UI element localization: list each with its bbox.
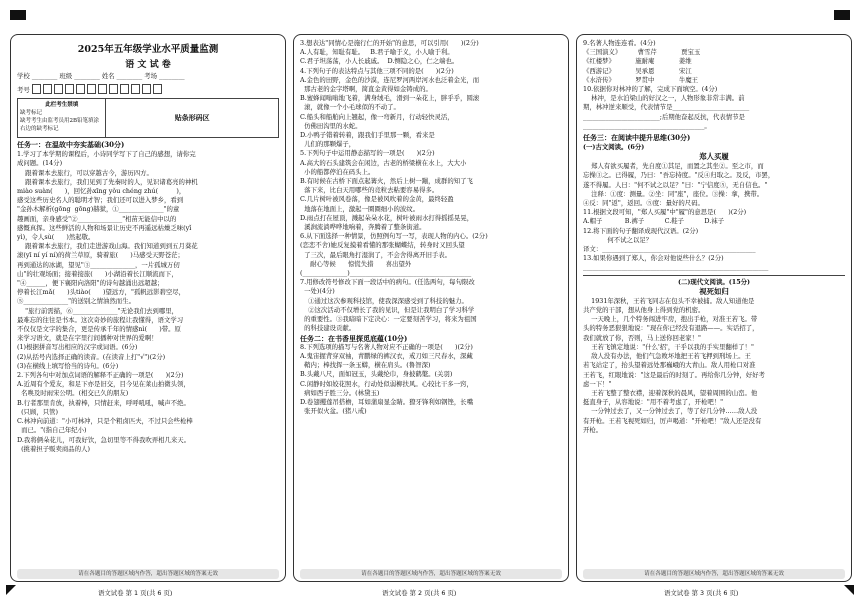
text-line: 山"的壮观场面；接着接旅( )小湖沿着长江顺流而下， xyxy=(17,269,178,278)
text-line: 张开似火盆。(猪八戒) xyxy=(300,407,367,416)
classic-passage-title: 郑人买履 xyxy=(699,152,729,162)
text-line: ________________________;后期他奋起反抗，代表情节是 xyxy=(583,112,745,121)
text-line: 王若飞整了整衣襟，迎着深秋的晨风，望着周围的山峦。他 xyxy=(583,388,758,397)
text-line: D.小鸭子错着转着，跟我们手里那一颗，看来是 xyxy=(300,131,435,140)
page-column-2 xyxy=(293,34,569,582)
text-line: __________________________________________________________ xyxy=(583,263,769,272)
corner-triangle-bottom-right xyxy=(844,585,854,595)
text-line: A.鬼宙握背穿双袖，青鹏绿的裤汉衣，戒刀如三尺春水，深藏 xyxy=(300,351,473,360)
student-info-fields[interactable]: 学校 ________ 班级 ________ 姓名 ________ 考场 ________ xyxy=(17,72,185,80)
exam-subtitle: 语 文 试 卷 xyxy=(125,60,171,70)
text-line: 12.将下面的句子翻译成现代汉语。(2分) xyxy=(583,226,699,235)
text-line: 王若飞，红眼地说："这是最后的时刻了。再给你几分钟，好好考 xyxy=(583,370,765,379)
col3-questions xyxy=(583,39,845,131)
text-line: "旅行前需描，⑥______________"无论我们去到哪里， xyxy=(17,306,178,315)
barcode-area: 贴条形码区 xyxy=(174,113,210,123)
registration-mark-top-right xyxy=(834,10,850,20)
text-line: 5.下列句子中运用静态描写的一项是( )(2分) xyxy=(300,149,435,158)
text-line: B.行者那里肯放，执着棒，只情赶来，呼呼吼吼，喊声不绝。 xyxy=(17,398,190,407)
text-line: miào suàn( )，回忆孙xīng yǒu chéng zhú( )， xyxy=(17,187,186,196)
text-line: C.闲静时如姣花照水，行动处似弱柳扶风。心较比干多一窍， xyxy=(300,379,473,388)
text-line: 耐心等候 惊慌失措 喜出望外 xyxy=(300,259,412,268)
text-line: C.几片树叶被风卷落，像是被风吹着的金黄，最终轻盈 xyxy=(300,195,454,204)
text-line: 溪涧流淌哗哗地响着，奔腾着了整条街道。 xyxy=(300,223,426,232)
text-line: 10.依据你对林冲的了解，完成下面填空。(4分) xyxy=(583,85,718,94)
text-line: 忘操③之。已得履，乃曰："吾忘持度。"反④归取之。及反，市罢， xyxy=(583,171,775,180)
text-line: 小的船都停泊在码头上。 xyxy=(300,167,375,176)
text-line: 挺直身子，从容地说："用不着考虑了，开枪吧！" xyxy=(583,398,724,407)
exam-number-row[interactable] xyxy=(17,84,279,94)
text-line: D.卷翅攫莲吊搭檐，耳如蒲扇显金睛。獠牙锋利如钢锉，长嘴 xyxy=(300,397,474,406)
text-line: (恋恋不舍)她反复摸着看懂的那张蝴蝶结，转身时又回头望 xyxy=(300,241,465,250)
exam-title: 2025年五年级学业水平质量监测 xyxy=(77,44,219,55)
text-line: 的科技建设贡献。 xyxy=(300,324,356,333)
footer-page-2: 语文试卷 第 2 页(共 6 页) xyxy=(382,589,457,597)
text-line: (挑着担子贩卖商品的人) xyxy=(17,444,90,453)
text-line: 《水浒传》 罗贯中 牛魔王 xyxy=(583,75,698,84)
text-line: 再到通达的冰湖，望见"③______________，一片孤城万仞 xyxy=(17,260,180,269)
text-line: (2)从括号内选择正确的读音。(在读音上打"√")(2分) xyxy=(17,352,166,361)
text-line: ④反：同"返"，返回。⑤度：量好的尺码。 xyxy=(583,199,704,208)
text-line: 8.下列选项的描写与名著人物对应不正确的一项是( )(2分) xyxy=(300,342,473,351)
text-line: ______________________________________。 xyxy=(583,121,711,130)
text-line: 任务二：在书香里探觅底蕴(10分) xyxy=(300,333,408,343)
text-line: 林冲，是水泊梁山的好汉之一，人物形象非常丰满。前 xyxy=(583,94,745,103)
text-line: B.头戴八尺，面如冠玉，头戴纶巾，身披鹤氅。(关羽) xyxy=(300,370,453,379)
page-column-3 xyxy=(576,34,852,582)
corner-triangle-bottom-left xyxy=(6,585,16,595)
text-line: 落下来，比白天用哪些的竞粒去粘要容易得多。 xyxy=(300,186,439,195)
registration-mark-top-left xyxy=(10,10,26,20)
text-line: 滚，就像一个小毛球似的不动了。 xyxy=(300,103,400,112)
text-line: D.我将俩朵花儿，可我好饮，急切里等不得我吹弄相几来天。 xyxy=(17,435,191,444)
notice-title: 此栏考生禁填 xyxy=(45,102,79,109)
text-line: 注释：①度：测量。②坐：同"座"，座位。③操：拿，携带。 xyxy=(583,189,764,198)
text-line: 《红楼梦》 施耐庵 姜维 xyxy=(583,57,692,66)
text-line: 3.想表达"同情心是施行仁的开始"的意思，可以引用( )(2分) xyxy=(300,39,479,47)
task3-title: 任务三：在阅读中提升思维(30分) xyxy=(583,133,691,143)
text-line: 王若飞镇定地说："什么'招'，干乎以我的手实里翻样了！" xyxy=(583,342,754,351)
text-line: ⑤______________"的送别之情油然而生。 xyxy=(17,297,135,306)
answer-warning-3: 请在各题目的答题区域内作答，超出答题区域的答案无效 xyxy=(583,569,845,579)
text-line: 儿们的那颗爆子， xyxy=(300,140,356,149)
notice-box xyxy=(17,98,279,138)
text-line: (1)根据拼音写出相应的汉字或词语。(6分) xyxy=(17,343,138,352)
text-line: (______________)______________________________________ xyxy=(300,269,472,278)
text-line: 不仅仅是文字的集合，更是传承千年的情感nì( )带。原 xyxy=(17,325,181,334)
text-line: 仿佛田沟里的水蛇。 xyxy=(300,121,362,130)
text-line: 译文：________________________________________________ xyxy=(583,245,756,254)
text-line: 虑一下！" xyxy=(583,379,612,388)
text-line: 《三国演义》 曹雪芹 贾宝玉 xyxy=(583,48,701,57)
text-line: 11.根据文段可知，"郑人买履"中"履"的意思是( )(2分) xyxy=(583,208,747,217)
modern-section-title: (二)现代文阅读。(15分) xyxy=(677,277,751,286)
modern-passage xyxy=(583,297,845,435)
text-line: 地落在地面上，激起一圈圈细小的波纹。 xyxy=(300,204,420,213)
text-line: 感受这些历史名人的聪明才智；我们还可以进入梦乡，看到 xyxy=(17,196,184,205)
text-line: 跟着课本去旅行，我们走进游戏山海。我们知道到到五月葵花 xyxy=(17,242,198,251)
col2-questions xyxy=(300,39,562,416)
text-line: 期，林冲逆来顺受，代表情节是________________________ xyxy=(583,103,750,112)
text-line: B.有时候在古桥下面点起篝火，然后上树一蹦，成群的知了飞 xyxy=(300,177,473,186)
text-line: 一分钟过去了，又一分钟过去了，等了好几分钟……敌人没 xyxy=(583,407,758,416)
text-line: 而已。"(指自己年纪小) xyxy=(17,426,87,435)
text-line: 鞘内；棒找挥一条玉蟒，横在肩头。(鲁智深) xyxy=(300,361,431,370)
text-line: yì)，令人sù( )然起敬。 xyxy=(17,233,95,242)
text-line: 敌人没有办法，他们气急败坏地把王若飞押到刑场上。王 xyxy=(583,352,751,361)
text-line: 来学习语文，就是在字里行间播种对世界的爱啊！ xyxy=(17,334,158,343)
text-line: 郑人有欲买履者，先自度①其足，而置之其坐②。至之市，而 xyxy=(583,162,764,171)
text-line: 的重要性。③我暗暗下定决心：一定要刻苦学习，将来为祖国 xyxy=(300,315,477,324)
text-line: 了三次，最后眼角打湿润了，不会舍得离开旧手表。 xyxy=(300,250,452,259)
text-line: 何不试之以足？ xyxy=(583,235,653,244)
text-line: 名唤及时雨宋公明。(相交已久的朋友) xyxy=(17,389,129,398)
text-line: 那古老的金字塔啊，简直金黄得如金铸成的。 xyxy=(300,85,432,94)
text-line: 6.从下面选择一种情景，仿照例句写一写，表现人物的内心。(2分) xyxy=(300,232,488,241)
text-line: 感慨真挥。这些鲜活的人物和场景让历史不再遥远枯燥乏味(yǐ xyxy=(17,223,192,232)
text-line: D.雨点打在屋顶，溅起朵朵水花，树叶被雨水打得摇摇晃晃， xyxy=(300,213,474,222)
text-line: ②这次活动不仅增长了我的见识，但是让我明白了学习科学 xyxy=(300,305,475,314)
text-line: 一天晚上，几个特务闯进牢房，抱出手枪，对准王若飞。带 xyxy=(583,315,758,324)
text-line: 2.下列各句中对加点词语的解释不正确的一项是( )(2分) xyxy=(17,371,184,380)
text-line: 我们就放了你，否则，马上送你回老家！" xyxy=(583,333,701,342)
text-line: A.高大的石头建筑会在闲边，古老的桥梁横在水上，大大小 xyxy=(300,158,467,167)
text-line: 13.如果你遇到了郑人，你会对他说些什么？(2分) xyxy=(583,254,724,263)
text-line: 成问题。(14分) xyxy=(17,159,63,168)
text-line: 1.学习了本学期的课程后，小诗同学写下了自己的感想，请你完 xyxy=(17,150,196,159)
text-line: 跟着课本去旅行，可以穿越古今，游历四方。 xyxy=(17,168,153,177)
text-line: 遂不得履。人曰："何不试之以足？"曰："宁信度⑤，无自信也。" xyxy=(583,180,768,189)
text-line: 病如西子胜三分。(林黛玉) xyxy=(300,388,380,397)
answer-warning-2: 请在各题目的答题区域内作答，超出答题区域的答案无效 xyxy=(300,569,562,579)
footer-page-3: 语文试卷 第 3 页(共 6 页) xyxy=(664,589,739,597)
text-line: 跟着课本去旅行，我们见到了先秦时的人，见识诸葛亮的神机 xyxy=(17,177,198,186)
text-line: A.帽子 B.裤子 C.鞋子 D.袜子 xyxy=(583,217,725,226)
text-line: "④______，便下襄阳向洛阳"的诗句越涌出远超越； xyxy=(17,279,164,288)
text-line: 停着长江mǎ( )头tiào( )望远方，"孤帆远影碧空尽， xyxy=(17,288,186,297)
text-line: 《西游记》 吴承恩 宋江 xyxy=(583,66,692,75)
absent-mark-note: 缺考考生由监考员用2B铅笔填涂右边的缺考标记 xyxy=(20,118,100,133)
text-line: 有开枪。王若飞视死如归，厉声喝道："开枪吧！"敌人还是没有 xyxy=(583,416,762,425)
modern-passage-title: 视死如归 xyxy=(699,286,729,296)
text-line: B.蜜蜂闻嗡嗡地飞着，满身绒毛，滑到一朵花上，胖乎乎，圆滚 xyxy=(300,94,480,103)
text-line: 4.下列句子的表达特点与其他三项不同的是( )(2分) xyxy=(300,66,454,75)
text-line: A.金色的田野，金色的沙漠，连尼罗河两岸河水也泛着金光，而 xyxy=(300,75,480,84)
text-line: A.人有耻，知耻有耻。 B.君子喻于义，小人喻于利。 xyxy=(300,48,454,57)
text-line: C.君子坦荡荡，小人长戚戚。 D.恻隐之心，仁之端也。 xyxy=(300,57,459,66)
text-line: 一处)(4分) xyxy=(300,287,335,296)
text-line: 趣画面，亲身感受"②______________"相苗无能信中以的 xyxy=(17,214,177,223)
classic-passage xyxy=(583,162,845,272)
text-line: 最难忘的往往是书本。这次奇妙的旅程让我懂得，语文学习 xyxy=(17,315,184,324)
text-line: C.船头和船舶向上翘起，像一弯新月，行动轻快灵活， xyxy=(300,112,454,121)
text-line: A.近周有个爱友，和足下亦是旧交，目今见在莱山拍微头领， xyxy=(17,380,190,389)
text-line: "金孙木解析(gōng gōng)赫狱，①______________"的童 xyxy=(17,205,180,214)
col1-questions xyxy=(17,150,279,454)
text-line: 开枪。 xyxy=(583,425,603,434)
absent-mark-label: 缺考标记 xyxy=(20,110,43,117)
text-line: 滚(yī ní yí ní)的荷兰草原，骑着旅( )马感受天野苍茫； xyxy=(17,251,184,260)
text-line: 共产党的干部，想从他身上得到党的机密。 xyxy=(583,306,705,315)
text-line: 头的特务恶狠狠地说："现在你已经没有退路——。实话招了， xyxy=(583,324,759,333)
text-line: 9.名著人物连连看。(4分) xyxy=(583,39,656,47)
exam-number-label: 考号 xyxy=(17,85,30,94)
text-line: 若飞站定了，抬头望着远处那巍峨的大青山。敌人用枪口对准 xyxy=(583,361,756,370)
page-column-1 xyxy=(10,34,286,582)
text-line: 7.用修改符号修改下面一段话中的病句。(任选两句，每句限改 xyxy=(300,278,475,287)
footer-page-1: 语文试卷 第 1 页(共 6 页) xyxy=(98,589,173,597)
task1-title: 任务一：在温故中夯实基础(30分) xyxy=(17,140,125,150)
text-line: (3)在横线上填写恰当的诗句。(6分) xyxy=(17,361,119,370)
text-line: ①通过这次参观科技馆，使我深深感受到了科技的魅力。 xyxy=(300,296,468,305)
text-line: C.林冲向前道："小可林冲，只是个粗卤匹夫，不过只会些枪棒 xyxy=(17,417,193,426)
answer-warning-1: 请在各题目的答题区域内作答，超出答题区域的答案无效 xyxy=(17,569,279,579)
text-line: 1931年深秋，王若飞同志在包头不幸被捕。敌人知道他是 xyxy=(583,296,755,305)
classic-section-title: (一)古文阅读。(6分) xyxy=(583,143,645,152)
text-line: (只顾，只管) xyxy=(17,407,59,416)
